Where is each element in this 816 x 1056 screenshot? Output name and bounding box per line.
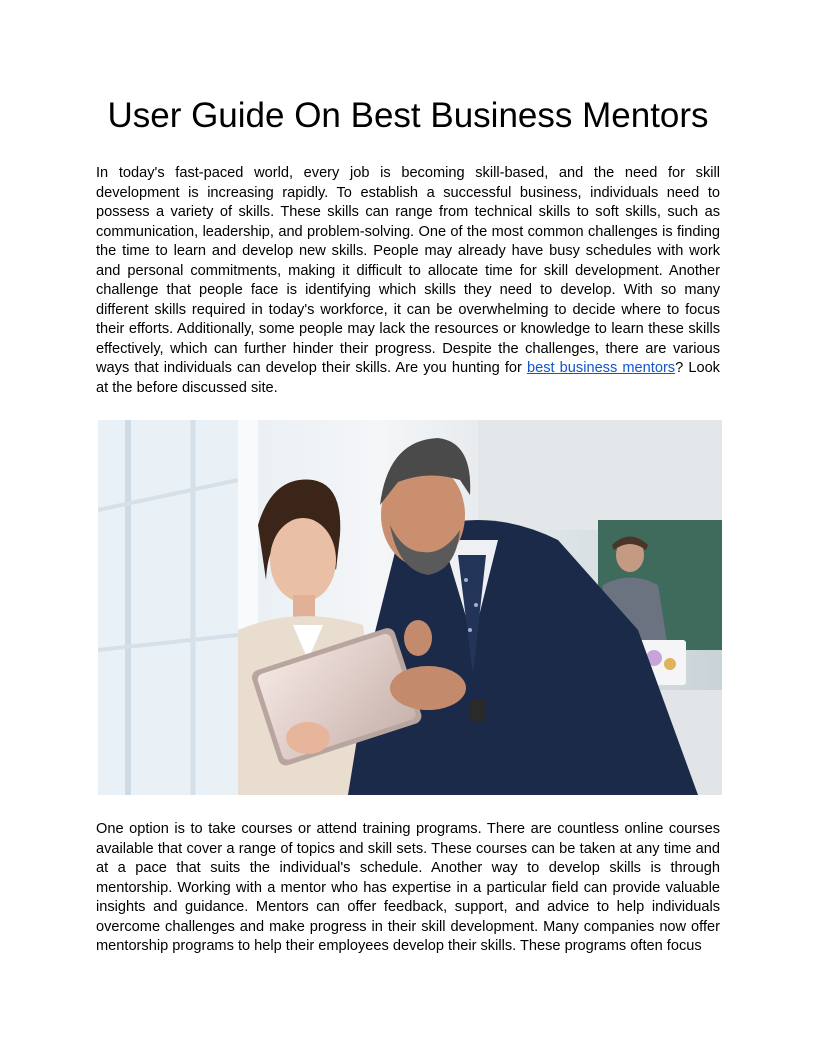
second-paragraph: One option is to take courses or attend training programs. There are countless online courses available that cover a range of topics and skill sets. These courses can be taken at any time and at a pace that suits the individual's schedule. Another way to develop skills is through mentorship. Working with a mentor who has expertise in a particular field can provide valuable insights and guidance. Mentors can offer feedback, support, and advice to help individuals overcome challenges and make progress in their skill development. Many companies now offer mentorship programs to help their employees develop their skills. These programs often focus: [96, 821, 720, 954]
intro-paragraph: [96, 164, 720, 398]
page-title: User Guide On Best Business Mentors: [107, 96, 709, 135]
intro-text: In today's fast-paced world, every job is becoming skill-based, and the need for skill development is increasing rapidly. To establish a successful business, individuals need to possess a variety of skills. These skills can range from technical skills to soft skills, such as communication, leadership, and problem-solving. One of the most common challenges is finding the time to learn and develop new skills. People may already have busy schedules with work and personal commitments, making it difficult to allocate time for skill development. Another challenge that people face is identifying which skills they need to develop. With so many different skills required in today's workforce, it can be overwhelming to decide where to focus their efforts. Additionally, some people may lack the resources or knowledge to learn these skills effectively, which can further hinder their progress. Despite the challenges, there are various ways that individuals can develop their skills. Are you hunting for: [96, 165, 720, 376]
mentoring-photo: [98, 420, 722, 795]
intro-text-end: ? Look at the before discussed site.: [96, 360, 720, 396]
best-business-mentors-link[interactable]: best business mentors: [526, 360, 676, 376]
